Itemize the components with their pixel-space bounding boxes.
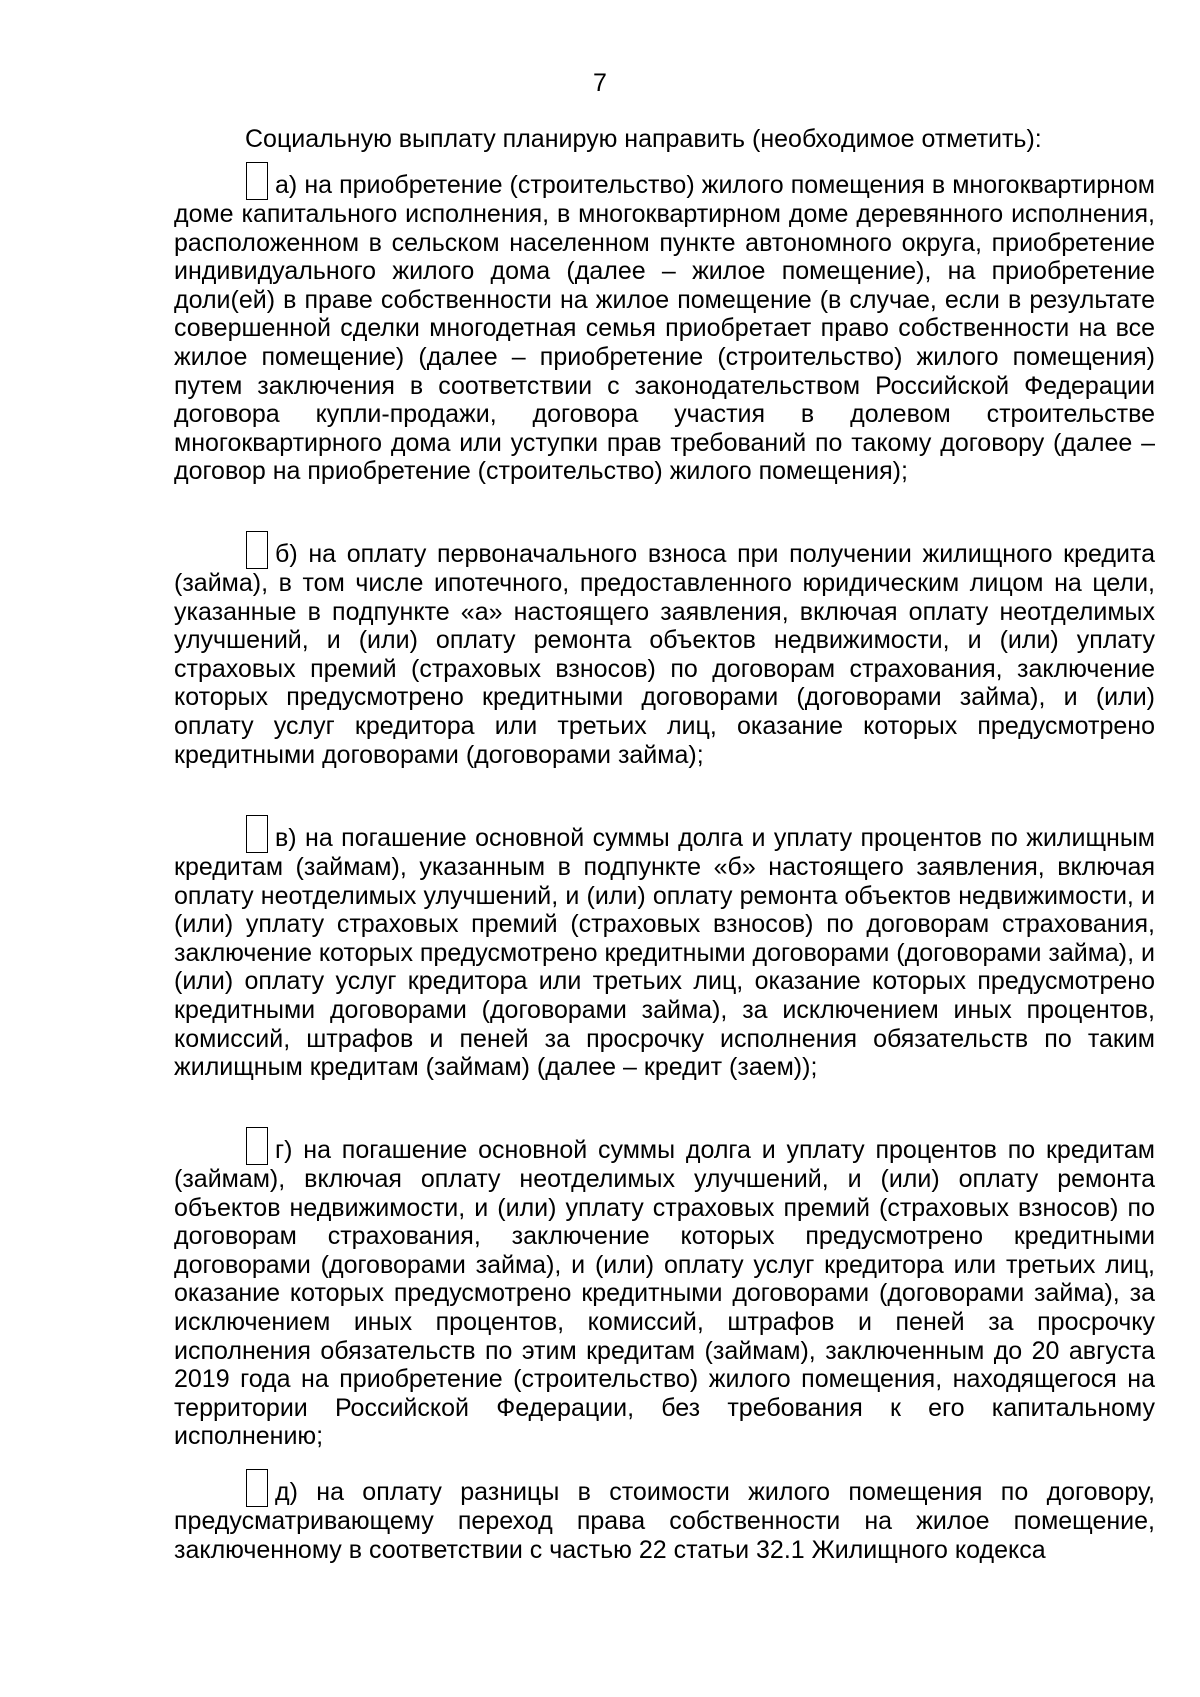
option-c-checkbox[interactable] — [246, 815, 268, 853]
option-c-letter: в) — [275, 824, 297, 852]
option-a-letter: а) — [275, 171, 298, 199]
option-e-checkbox[interactable] — [246, 1469, 268, 1507]
option-a-text: на приобретение (строительство) жилого помещения в многоквартирном доме капитального исполнения, в многоквартирном доме деревянного исполнения, расположенном в сельском населенном пункте автономного округа, приобретение индивидуального жилого дома (далее – жилое помещение), на приобретение доли(ей) в праве собственности на жилое помещение (в случае, если в результате совершенной сделки многодетная семья приобретает право собственности на все жилое помещение) (далее – приобретение (строительство) жилого помещения) путем заключения в соответствии с законодательством Российской Федерации договора купли-продажи, договора участия в долевом строительстве многоквартирного дома или уступки прав требований по такому договору (далее – договор на приобретение (строительство) жилого помещения); — [174, 171, 1155, 486]
option-e — [174, 1469, 1155, 1564]
option-e-letter: д) — [275, 1478, 298, 1506]
option-d-text: на погашение основной суммы долга и уплату процентов по кредитам (займам), включая оплату неотделимых улучшений, и (или) оплату ремонта объектов недвижимости, и (или) уплату страховых премий (страховых взносов) по договорам страхования, заключение которых предусмотрено кредитными договорами (договорами займа), и (или) оплату услуг кредитора или третьих лиц, оказание которых предусмотрено кредитными договорами (договорами займа), за исключением иных процентов, комиссий, штрафов и пеней за просрочку исполнения обязательств по этим кредитам (займам), заключенным до 20 августа 2019 года на приобретение (строительство) жилого помещения, находящегося на территории Российской Федерации, без требования к его капитальному исполнению; — [174, 1136, 1155, 1451]
option-d — [174, 1127, 1155, 1451]
option-b-text: на оплату первоначального взноса при получении жилищного кредита (займа), в том числе ипотечного, предоставленного юридическим лицом на цели, указанные в подпункте «а» настоящего заявления, включая оплату неотделимых улучшений, и (или) оплату ремонта объектов недвижимости, и (или) уплату страховых премий (страховых взносов) по договорам страхования, заключение которых предусмотрено кредитными договорами (договорами займа), и (или) оплату услуг кредитора или третьих лиц, оказание которых предусмотрено кредитными договорами (договорами займа); — [174, 540, 1155, 769]
option-b — [174, 531, 1155, 769]
option-a-checkbox[interactable] — [246, 162, 268, 200]
intro-text: Социальную выплату планирую направить (необходимое отметить): — [245, 125, 1042, 153]
option-b-checkbox[interactable] — [246, 531, 268, 569]
option-c — [174, 815, 1155, 1082]
option-b-letter: б) — [275, 540, 298, 568]
option-c-text: на погашение основной суммы долга и уплату процентов по жилищным кредитам (займам), указанным в подпункте «б» настоящего заявления, включая оплату неотделимых улучшений, и (или) оплату ремонта объектов недвижимости, и (или) уплату страховых премий (страховых взносов) по договорам страхования, заключение которых предусмотрено кредитными договорами (договорами займа), и (или) оплату услуг кредитора или третьих лиц, оказание которых предусмотрено кредитными договорами (договорами займа), за исключением иных процентов, комиссий, штрафов и пеней за просрочку исполнения обязательств по таким жилищным кредитам (займам) (далее – кредит (заем)); — [174, 824, 1155, 1082]
option-e-text: на оплату разницы в стоимости жилого помещения по договору, предусматривающему переход права собственности на жилое помещение, заключенному в соответствии с частью 22 статьи 32.1 Жилищного кодекса — [174, 1478, 1155, 1564]
page-number: 7 — [593, 69, 607, 97]
option-d-letter: г) — [275, 1136, 293, 1164]
option-d-checkbox[interactable] — [246, 1127, 268, 1165]
option-a — [174, 162, 1155, 486]
